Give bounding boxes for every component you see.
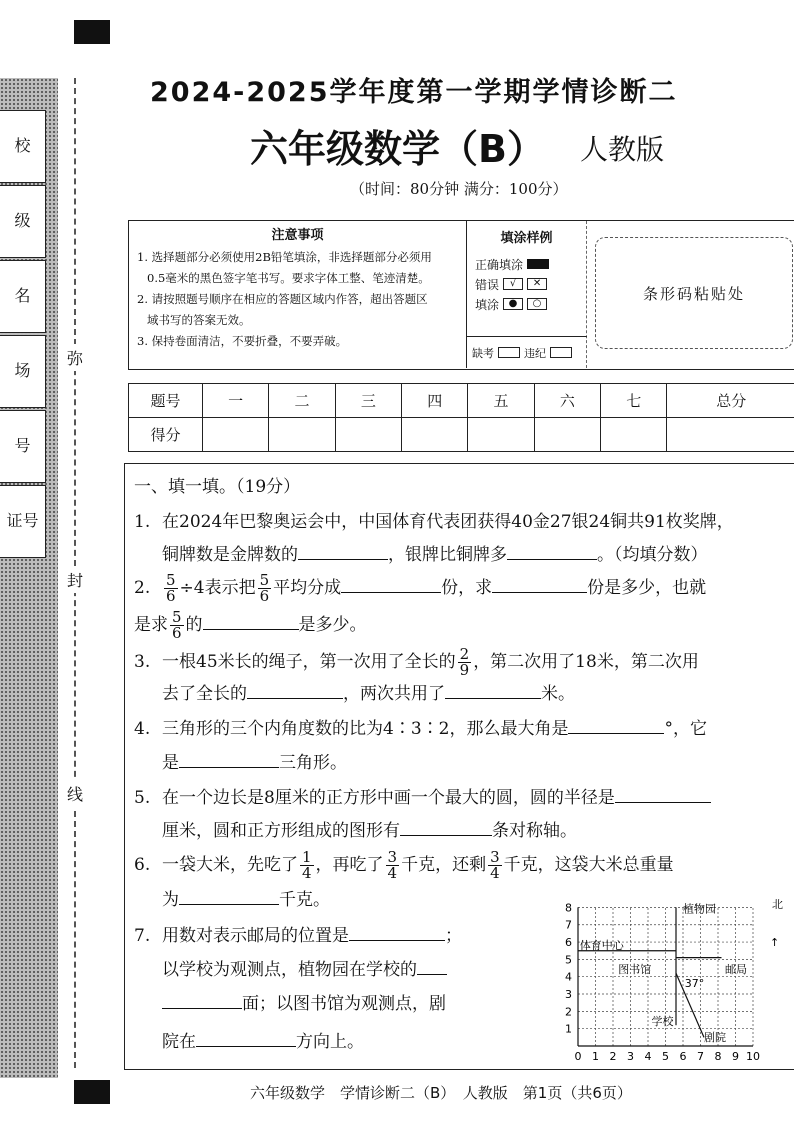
score-header-cell: 题号 xyxy=(129,384,203,418)
question-text: 铜牌数是金牌数的 xyxy=(162,545,298,565)
question-3-line-2 xyxy=(162,680,575,708)
answer-blank[interactable] xyxy=(417,957,447,975)
fraction xyxy=(386,850,400,881)
question-text: ，银牌比铜牌多 xyxy=(388,545,507,565)
filled-box-icon xyxy=(527,259,549,269)
wrong-fill-row-2 xyxy=(475,294,578,314)
seal-word-mi: 弥 xyxy=(66,344,84,371)
score-cell[interactable] xyxy=(601,418,667,452)
answer-blank[interactable] xyxy=(615,785,711,803)
exam-room-label: 场 xyxy=(14,361,31,380)
answer-blank[interactable] xyxy=(445,681,541,699)
question-text: 条对称轴。 xyxy=(492,821,577,841)
garden-label: 植物园 xyxy=(683,902,716,916)
edition-label: 人教版 xyxy=(580,133,665,166)
question-text: 是多少。 xyxy=(298,615,367,635)
time-score-info: （时间：80分钟 满分：100分） xyxy=(350,180,568,198)
y-tick-label: 6 xyxy=(565,936,572,950)
class-field[interactable] xyxy=(0,185,46,258)
question-text: 以学校为观测点，植物园在学校的 xyxy=(162,960,417,980)
score-header-cell: 一 xyxy=(203,384,269,418)
question-text: 三角形。 xyxy=(279,753,347,773)
fraction-denominator: 6 xyxy=(172,624,182,642)
answer-blank[interactable] xyxy=(179,887,279,905)
violation-label: 违纪 xyxy=(524,346,546,360)
question-text: 。（均填分数） xyxy=(597,545,708,565)
question-text: 厘米，圆和正方形组成的图形有 xyxy=(162,821,400,841)
x-tick-label: 7 xyxy=(697,1050,704,1063)
question-6-line-2 xyxy=(162,886,330,914)
notice-item: 1. 选择题部分必须使用2B铅笔填涂，非选择题部分必须用 xyxy=(137,250,432,264)
correct-fill-label: 正确填涂 xyxy=(475,257,524,272)
answer-blank[interactable] xyxy=(341,575,441,593)
theater-label: 剧院 xyxy=(704,1030,726,1044)
school-field[interactable] xyxy=(0,110,46,183)
fraction xyxy=(164,573,178,604)
answer-blank[interactable] xyxy=(568,716,664,734)
notice-item: 0.5毫米的黑色签字笔书写。要求字体工整、笔迹清楚。 xyxy=(147,271,430,285)
question-text: 院在 xyxy=(162,1032,196,1052)
question-text: 面；以图书馆为观测点，剧 xyxy=(242,994,446,1014)
question-text: 一袋大米，先吃了 xyxy=(162,855,298,875)
wrong-fill-row-1 xyxy=(475,274,578,294)
score-header-cell: 五 xyxy=(468,384,534,418)
exam-title: 2024-2025学年度第一学期学情诊断二 xyxy=(150,77,678,108)
answer-blank[interactable] xyxy=(203,612,299,630)
question-1-line-2 xyxy=(162,541,708,569)
question-text: 一根45米长的绳子，第一次用了全长的 xyxy=(162,652,456,672)
question-5 xyxy=(134,784,711,812)
question-7-line-4 xyxy=(162,1028,364,1056)
map-labels xyxy=(580,898,783,1044)
notice-item: 域书写的答案无效。 xyxy=(147,313,251,327)
question-text: 米。 xyxy=(541,684,575,704)
answer-blank[interactable] xyxy=(507,542,597,560)
question-text: 的 xyxy=(185,615,203,635)
x-tick-label: 0 xyxy=(574,1050,582,1063)
name-field[interactable] xyxy=(0,260,46,333)
score-table xyxy=(128,383,794,452)
fraction-denominator: 6 xyxy=(166,587,176,605)
library-label: 图书馆 xyxy=(618,963,652,977)
x-tick-label: 10 xyxy=(746,1050,760,1063)
north-arrow-icon: ↑ xyxy=(770,936,780,949)
y-tick-label: 8 xyxy=(565,901,572,915)
notice-item: 3. 保持卷面清洁，不要折叠，不要弄破。 xyxy=(137,334,348,348)
north-label: 北 xyxy=(772,898,783,911)
score-header-cell: 总分 xyxy=(667,384,794,418)
cross-icon: ✕ xyxy=(527,278,547,290)
question-3 xyxy=(134,647,699,678)
notice-title: 注意事项 xyxy=(271,228,324,243)
y-tick-label: 4 xyxy=(565,970,572,984)
id-number-field[interactable] xyxy=(0,485,46,558)
score-cell[interactable] xyxy=(667,418,794,452)
fraction-numerator: 3 xyxy=(387,848,398,866)
score-cell[interactable] xyxy=(203,418,269,452)
fraction-denominator: 6 xyxy=(259,587,270,605)
registration-mark-bottom xyxy=(74,1080,110,1104)
fraction-denominator: 9 xyxy=(459,661,470,679)
violation-checkbox[interactable] xyxy=(550,347,572,358)
question-text: 去了全长的 xyxy=(162,684,247,704)
wrong-fill-label: 错误 xyxy=(475,277,500,292)
question-text: ，第二次用了18米，第二次用 xyxy=(473,652,699,672)
check-icon: √ xyxy=(503,278,523,290)
name-label: 名 xyxy=(14,286,31,305)
fraction-denominator: 4 xyxy=(387,864,398,882)
question-2-line-2 xyxy=(134,610,367,641)
question-text: 平均分成 xyxy=(273,578,342,598)
sports-center-label: 体育中心 xyxy=(579,938,624,952)
class-label: 级 xyxy=(14,211,31,230)
seal-word-feng: 封 xyxy=(66,566,84,593)
correct-fill-row xyxy=(475,254,578,274)
sample-title: 填涂样例 xyxy=(500,231,553,246)
question-text: ，再吃了 xyxy=(315,855,384,875)
question-text: 千克，这袋大米总重量 xyxy=(503,855,674,875)
question-text: ，两次共用了 xyxy=(343,684,445,704)
location-map xyxy=(556,896,794,1066)
school-label: 校 xyxy=(14,136,31,155)
x-tick-label: 2 xyxy=(609,1050,617,1063)
question-text: 千克。 xyxy=(279,890,330,910)
question-1 xyxy=(134,508,734,536)
fraction-denominator: 4 xyxy=(302,864,312,882)
y-tick-label: 5 xyxy=(565,953,572,967)
circle-icon: ○ xyxy=(527,298,547,310)
question-5-line-2 xyxy=(162,817,577,845)
notice-panel xyxy=(129,221,467,368)
question-number: 4. xyxy=(134,719,151,739)
question-text: 三角形的三个内角度数的比为4∶3∶2，那么最大角是 xyxy=(162,719,569,739)
dot-icon: ● xyxy=(503,298,523,310)
answer-blank[interactable] xyxy=(196,1029,296,1047)
score-header-cell: 三 xyxy=(335,384,401,418)
question-text: 在一个边长是8厘米的正方形中画一个最大的圆，圆的半径是 xyxy=(162,788,615,808)
angle-label: 37° xyxy=(684,977,705,991)
x-tick-label: 1 xyxy=(592,1050,599,1063)
barcode-area: 条形码粘贴处 xyxy=(595,237,793,349)
score-header-row xyxy=(129,384,794,418)
question-4 xyxy=(134,715,707,743)
question-2 xyxy=(134,573,706,604)
score-header-cell: 四 xyxy=(402,384,468,418)
score-cell[interactable] xyxy=(468,418,534,452)
x-tick-label: 3 xyxy=(627,1050,634,1063)
fraction-numerator: 3 xyxy=(490,848,500,866)
notice-box xyxy=(128,220,794,370)
seal-word-xian: 线 xyxy=(66,780,84,807)
score-header-cell: 六 xyxy=(534,384,600,418)
fraction-numerator: 5 xyxy=(166,571,176,589)
map-ticks xyxy=(565,901,760,1063)
answer-blank[interactable] xyxy=(298,542,388,560)
question-text: °，它 xyxy=(664,719,707,739)
question-text: 方向上。 xyxy=(296,1032,364,1052)
fraction xyxy=(488,850,502,881)
question-text: 在2024年巴黎奥运会中，中国体育代表团获得40金27银24铜共91枚奖牌， xyxy=(162,512,734,532)
x-tick-label: 8 xyxy=(714,1050,722,1063)
student-info-column xyxy=(0,110,46,560)
post-office-label: 邮局 xyxy=(725,963,747,977)
question-text: 千克，还剩 xyxy=(401,855,487,875)
question-6 xyxy=(134,850,674,881)
score-cell[interactable] xyxy=(402,418,468,452)
answer-blank[interactable] xyxy=(492,575,587,593)
answer-blank[interactable] xyxy=(349,923,445,941)
answer-blank[interactable] xyxy=(247,681,343,699)
fraction xyxy=(170,610,184,641)
subject-title: 六年级数学（B） xyxy=(250,127,545,171)
y-tick-label: 1 xyxy=(565,1022,572,1036)
score-value-row xyxy=(129,418,794,452)
y-tick-label: 7 xyxy=(565,918,572,932)
question-text: 用数对表示邮局的位置是 xyxy=(162,926,349,946)
section-heading: 一、填一填。（19分） xyxy=(134,477,301,497)
question-4-line-2 xyxy=(162,749,347,777)
school-label: 学校 xyxy=(651,1015,674,1029)
absent-checkbox[interactable] xyxy=(498,347,520,358)
x-tick-label: 6 xyxy=(679,1050,687,1063)
seat-number-label: 号 xyxy=(14,436,31,455)
absent-label: 缺考 xyxy=(472,346,494,360)
fraction-denominator: 4 xyxy=(490,864,500,882)
fraction-numerator: 1 xyxy=(302,848,312,866)
x-tick-label: 4 xyxy=(644,1050,652,1063)
fraction-numerator: 5 xyxy=(259,571,270,589)
notice-item: 2. 请按照题号顺序在相应的答题区域内作答，超出答题区 xyxy=(137,292,428,306)
question-number: 6. xyxy=(134,855,151,875)
question-number: 1. xyxy=(134,512,151,532)
x-tick-label: 5 xyxy=(662,1050,669,1063)
question-text: 份是多少，也就 xyxy=(587,578,707,598)
wrong-fill-label-2: 填涂 xyxy=(475,297,500,312)
fraction xyxy=(258,573,272,604)
score-header-cell: 二 xyxy=(269,384,335,418)
answer-blank[interactable] xyxy=(162,991,242,1009)
fraction xyxy=(458,647,472,678)
question-number: 2. xyxy=(134,578,151,598)
question-7-line-2 xyxy=(162,956,447,984)
question-number: 7. xyxy=(134,926,151,946)
question-text: 是求 xyxy=(134,615,168,635)
question-number: 5. xyxy=(134,788,151,808)
exam-room-field[interactable] xyxy=(0,335,46,408)
fraction-numerator: 5 xyxy=(172,608,182,626)
question-text: ÷4表示把 xyxy=(179,578,256,598)
id-number-label: 证号 xyxy=(6,511,39,530)
answer-blank[interactable] xyxy=(179,750,279,768)
question-text: 份，求 xyxy=(441,578,493,598)
y-tick-label: 2 xyxy=(565,1005,572,1019)
fraction xyxy=(300,850,314,881)
absent-violation-row xyxy=(467,336,587,368)
answer-blank[interactable] xyxy=(400,818,492,836)
fraction-numerator: 2 xyxy=(459,645,470,663)
question-text: 为 xyxy=(162,890,179,910)
fill-sample-panel xyxy=(467,221,587,368)
score-cell[interactable] xyxy=(534,418,600,452)
question-text: ； xyxy=(445,926,462,946)
question-7-line-3 xyxy=(162,990,446,1018)
y-tick-label: 3 xyxy=(565,988,572,1002)
score-cell[interactable] xyxy=(335,418,401,452)
x-tick-label: 9 xyxy=(732,1050,739,1063)
registration-mark-top xyxy=(74,20,110,44)
seat-number-field[interactable] xyxy=(0,410,46,483)
score-row-label: 得分 xyxy=(129,418,203,452)
question-number: 3. xyxy=(134,652,151,672)
page-footer: 六年级数学 学情诊断二（B） 人教版 第1页（共6页） xyxy=(250,1084,632,1102)
question-text: 是 xyxy=(162,753,179,773)
question-7 xyxy=(134,922,462,950)
score-header-cell: 七 xyxy=(601,384,667,418)
score-cell[interactable] xyxy=(269,418,335,452)
